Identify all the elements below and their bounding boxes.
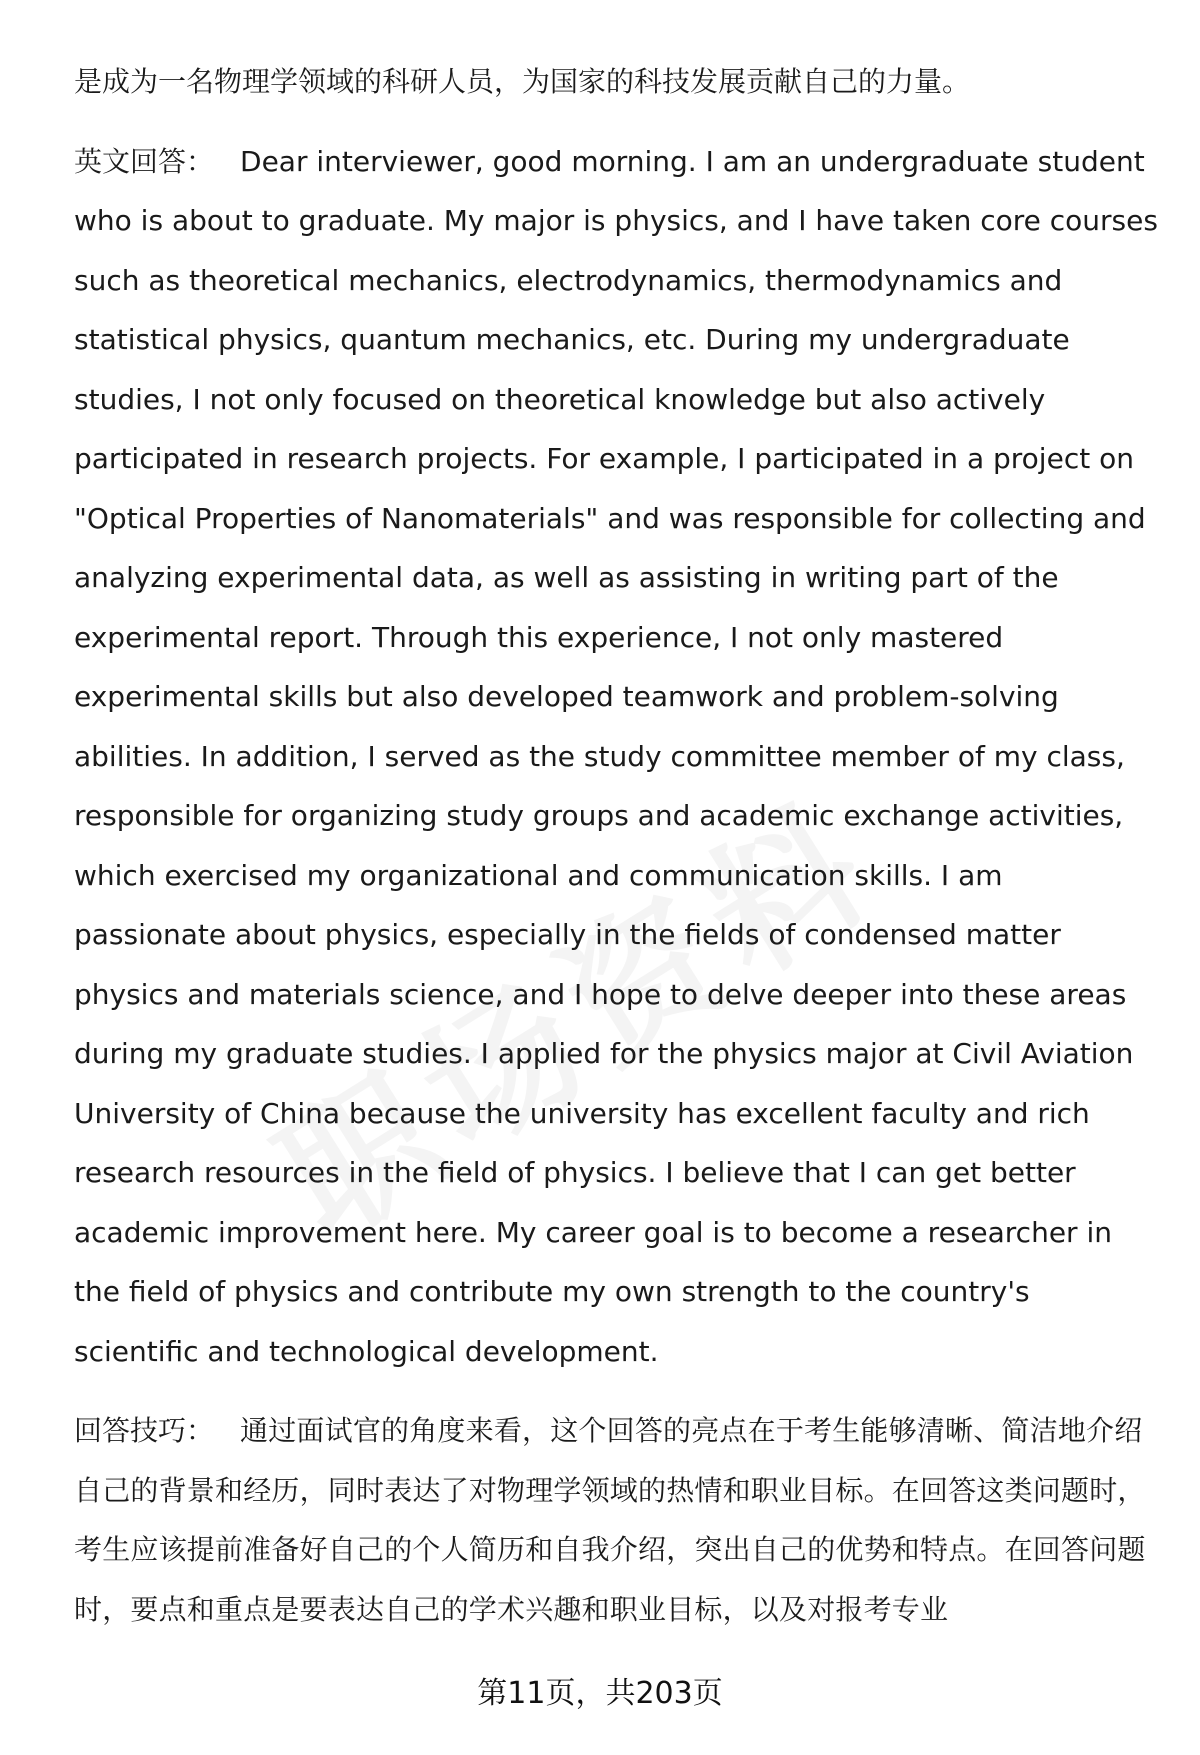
page-content: [74, 52, 1160, 1639]
intro-paragraph: [74, 52, 1160, 112]
answer-tips-text: 通过面试官的角度来看，这个回答的亮点在于考生能够清晰、简洁地介绍自己的背景和经历，同时表达了对物理学领域的热情和职业目标。在回答这类问题时，考生应该提前准备好自己的个人简历和自我介绍，突出自己的优势和特点。在回答问题时，要点和重点是要表达自己的学术兴趣和职业目标，以及对报考专业: [74, 1414, 1146, 1626]
english-answer-text: Dear interviewer, good morning. I am an undergraduate student who is about to graduate. My major is physics, and I have taken core courses such as theoretical mechanics, electrodynamics, thermodynamics and statistical physics, quantum mechanics, etc. During my undergraduate studies, I not only focused on theoretical knowledge but also actively participated in research projects. For example, I participated in a project on "Optical Properties of Nanomaterials" and was responsible for collecting and analyzing experimental data, as well as assisting in writing part of the experimental report. Through this experience, I not only mastered experimental skills but also developed teamwork and problem-solving abilities. In addition, I served as the study committee member of my class, responsible for organizing study groups and academic exchange activities, which exercised my organizational and communication skills. I am passionate about physics, especially in the fields of condensed matter physics and materials science, and I hope to delve deeper into these areas during my graduate studies. I applied for the physics major at Civil Aviation University of China because the university has excellent faculty and rich research resources in the field of physics. I believe that I can get better academic improvement here. My career goal is to become a researcher in the field of physics and contribute my own strength to the country's scientific and technological development.: [74, 144, 1158, 1368]
english-answer-paragraph: [74, 132, 1160, 1382]
answer-tips-paragraph: [74, 1401, 1160, 1639]
page-number-footer: 第11页，共203页: [477, 1676, 723, 1711]
intro-text: 是成为一名物理学领域的科研人员，为国家的科技发展贡献自己的力量。: [74, 65, 971, 98]
answer-tips-label: 回答技巧：: [74, 1414, 215, 1447]
english-answer-label: 英文回答：: [74, 144, 215, 178]
